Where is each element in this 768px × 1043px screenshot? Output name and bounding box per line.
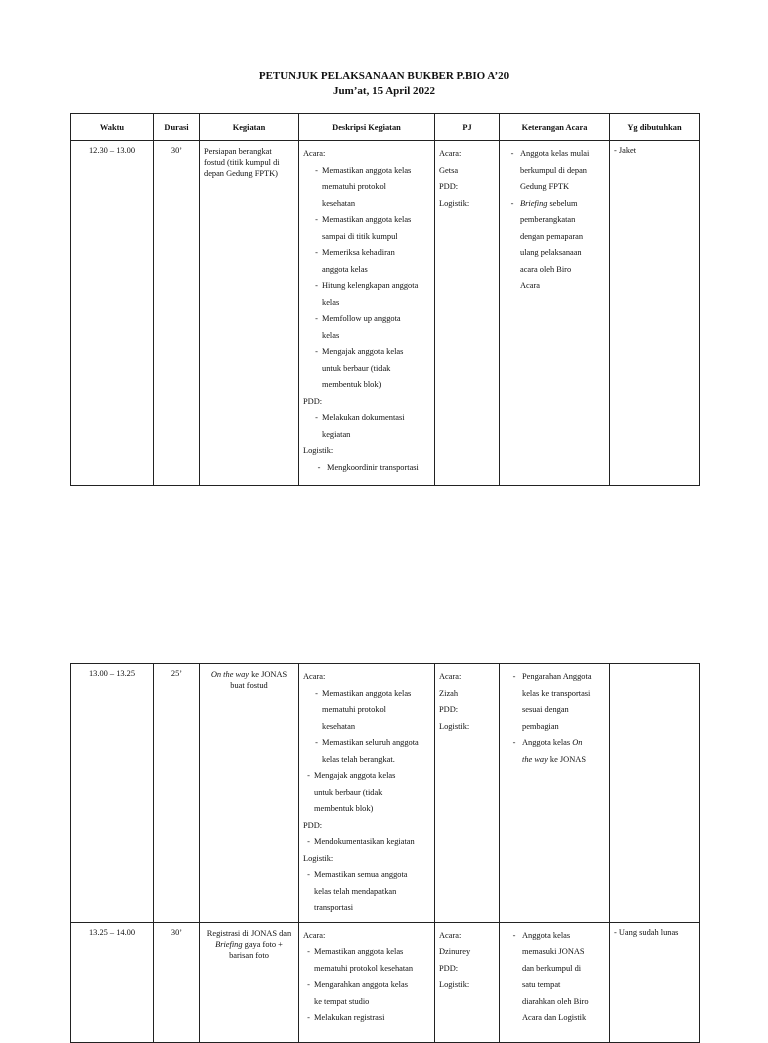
- cell-kegiatan: Registrasi di JONAS dan Briefing gaya foto + barisan foto: [200, 922, 299, 1042]
- header-durasi: Durasi: [154, 114, 200, 141]
- cell-kebutuhan: - Jaket: [610, 141, 700, 486]
- list-item: - Anggota kelas On: [512, 738, 583, 747]
- desc-logistik-label: Logistik:: [303, 853, 334, 863]
- list-item: ulang pelaksanaan: [520, 248, 582, 257]
- desc-acara-label: Acara:: [303, 149, 326, 158]
- pj-line: PDD:: [439, 182, 459, 191]
- list-item: Acara dan Logistik: [522, 1013, 587, 1022]
- list-item: dengan pemaparan: [520, 231, 584, 241]
- list-item: - Memastikan seluruh anggota: [315, 738, 419, 747]
- table-row: [71, 922, 700, 1042]
- list-item: - Mendokumentasikan kegiatan: [307, 837, 415, 846]
- desc-logistik-label: Logistik:: [303, 446, 334, 455]
- list-item: - Briefing sebelum: [510, 198, 578, 208]
- cell-kebutuhan: [610, 664, 700, 923]
- pj-line: Dzinurey: [439, 947, 471, 956]
- list-item: ke tempat studio: [314, 996, 370, 1006]
- cell-deskripsi: [299, 141, 435, 486]
- cell-waktu: 13.25 – 14.00: [71, 922, 154, 1042]
- cell-pj: [435, 922, 500, 1042]
- list-item: pemberangkatan: [520, 215, 576, 224]
- pj-line: PDD:: [439, 963, 459, 973]
- list-item: satu tempat: [522, 980, 561, 989]
- list-item: - Anggota kelas: [512, 930, 571, 940]
- list-item: - Anggota kelas mulai: [510, 149, 590, 158]
- pj-line: Acara:: [439, 672, 462, 681]
- list-item: - Mengajak anggota kelas: [307, 771, 396, 780]
- header-keterangan: Keterangan Acara: [500, 114, 610, 141]
- list-item: - Hitung kelengkapan anggota: [315, 281, 419, 290]
- list-item: untuk berbaur (tidak: [314, 787, 383, 797]
- document-date: Jum’at, 15 April 2022: [332, 85, 436, 97]
- header-kebutuhan: Yg dibutuhkan: [610, 114, 700, 141]
- list-item: - Memeriksa kehadiran: [315, 248, 395, 257]
- list-item: - Mengajak anggota kelas: [315, 347, 404, 356]
- cell-kebutuhan: - Uang sudah lunas: [610, 922, 700, 1042]
- list-item: kelas: [322, 330, 340, 340]
- cell-pj: [435, 664, 500, 923]
- list-item: - Mengarahkan anggota kelas: [307, 980, 408, 989]
- list-item: - Mengkoordinir transportasi: [317, 462, 419, 472]
- pj-line: Acara:: [439, 930, 462, 940]
- list-item: - Memastikan semua anggota: [307, 870, 408, 879]
- pj-line: Logistik:: [439, 198, 470, 208]
- list-item: kelas telah berangkat.: [322, 754, 395, 764]
- list-item: untuk berbaur (tidak: [322, 363, 391, 373]
- cell-waktu: 12.30 – 13.00: [71, 141, 154, 486]
- list-item: membentuk blok): [314, 804, 374, 813]
- cell-durasi: 30’: [154, 922, 200, 1042]
- table-row: [71, 664, 700, 923]
- list-item: sampai di titik kumpul: [322, 231, 398, 241]
- list-item: sesuai dengan: [522, 705, 569, 714]
- header-deskripsi: Deskripsi Kegiatan: [299, 114, 435, 141]
- list-item: anggota kelas: [322, 264, 368, 274]
- header-waktu: Waktu: [71, 114, 154, 141]
- list-item: - Memastikan anggota kelas: [315, 688, 412, 698]
- list-item: kelas telah mendapatkan: [314, 886, 397, 896]
- cell-waktu: 13.00 – 13.25: [71, 664, 154, 923]
- cell-deskripsi: [299, 664, 435, 923]
- list-item: dan berkumpul di: [522, 963, 582, 973]
- list-item: kegiatan: [322, 429, 351, 439]
- list-item: - Memfollow up anggota: [315, 314, 401, 323]
- cell-pj: [435, 141, 500, 486]
- cell-deskripsi: [299, 922, 435, 1042]
- pj-line: Zizah: [439, 688, 459, 698]
- desc-acara-label: Acara:: [303, 672, 326, 681]
- table-header-row: [71, 114, 700, 141]
- list-item: mematuhi protokol: [322, 182, 386, 191]
- list-item: kelas: [322, 297, 340, 307]
- list-item: - Memastikan anggota kelas: [315, 215, 412, 224]
- cell-durasi: 25’: [154, 664, 200, 923]
- list-item: membentuk blok): [322, 380, 382, 389]
- list-item: transportasi: [314, 903, 354, 912]
- desc-pdd-label: PDD:: [303, 820, 323, 830]
- list-item: kesehatan: [322, 721, 356, 731]
- cell-kegiatan: On the way ke JONAS buat fostud: [200, 664, 299, 923]
- cell-keterangan: [500, 141, 610, 486]
- list-item: kesehatan: [322, 198, 356, 208]
- header-kegiatan: Kegiatan: [200, 114, 299, 141]
- pj-line: PDD:: [439, 705, 459, 714]
- list-item: acara oleh Biro: [520, 264, 572, 274]
- list-item: Acara: [520, 281, 540, 290]
- list-item: - Melakukan registrasi: [307, 1013, 385, 1022]
- pj-line: Logistik:: [439, 721, 470, 731]
- list-item: pembagian: [522, 721, 559, 731]
- cell-durasi: 30’: [154, 141, 200, 486]
- cell-kegiatan: Persiapan berangkat fostud (titik kumpul di depan Gedung FPTK): [200, 141, 299, 486]
- list-item: mematuhi protokol kesehatan: [314, 963, 414, 973]
- list-item: Gedung FPTK: [520, 182, 570, 191]
- document-title: PETUNJUK PELAKSANAAN BUKBER P.BIO A’20: [258, 70, 510, 82]
- table-row: [71, 141, 700, 486]
- list-item: - Memastikan anggota kelas: [307, 947, 404, 956]
- list-item: kelas ke transportasi: [522, 688, 591, 698]
- list-item: - Melakukan dokumentasi: [315, 413, 405, 422]
- list-item: diarahkan oleh Biro: [522, 996, 589, 1006]
- desc-acara-label: Acara:: [303, 930, 326, 940]
- list-item: berkumpul di depan: [520, 165, 587, 175]
- cell-keterangan: [500, 664, 610, 923]
- list-item: - Pengarahan Anggota: [512, 672, 592, 681]
- pj-line: Logistik:: [439, 980, 470, 989]
- pj-line: Acara:: [439, 149, 462, 158]
- cell-keterangan: [500, 922, 610, 1042]
- list-item: - Memastikan anggota kelas: [315, 165, 412, 175]
- header-pj: PJ: [435, 114, 500, 141]
- desc-pdd-label: PDD:: [303, 396, 323, 406]
- list-item: mematuhi protokol: [322, 705, 386, 714]
- schedule-table-page2: [70, 663, 700, 1043]
- schedule-table-page1: [70, 113, 700, 486]
- pj-line: Getsa: [439, 165, 459, 175]
- list-item: memasuki JONAS: [522, 947, 585, 956]
- list-item: the way ke JONAS: [522, 754, 586, 764]
